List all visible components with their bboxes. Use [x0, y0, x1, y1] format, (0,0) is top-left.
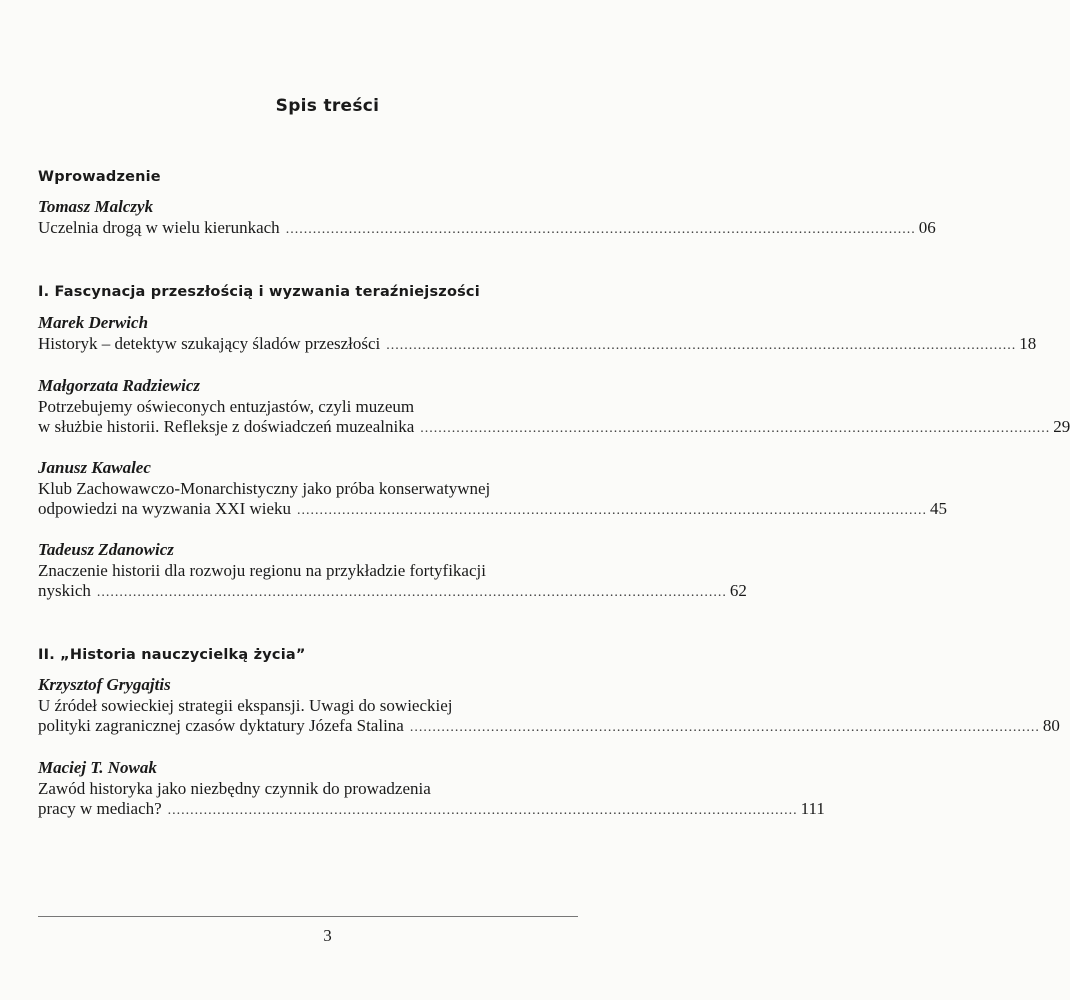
- toc-entry: [38, 458, 948, 521]
- entry-page-number: 80: [1042, 716, 1060, 735]
- toc-entry: [38, 376, 1070, 439]
- toc-entry: [38, 197, 936, 240]
- entry-page-number: 06: [918, 218, 936, 237]
- entry-author: Krzysztof Grygajtis: [38, 675, 171, 694]
- dot-leader: ............................................................................................................................................: [409, 720, 1040, 735]
- entry-title-line: Historyk – detektyw szukający śladów przeszłości: [38, 334, 381, 353]
- entry-last-line: [38, 716, 1060, 738]
- entry-last-line: [38, 799, 825, 821]
- entry-page-number: 18: [1019, 334, 1037, 353]
- dot-leader: ............................................................................................................................................: [167, 803, 798, 818]
- entry-last-line: [38, 581, 747, 603]
- toc-entry: [38, 540, 747, 603]
- entry-title-line: Znaczenie historii dla rozwoju regionu na przykładzie fortyfikacji: [38, 561, 486, 580]
- entry-title-line: pracy w mediach?: [38, 799, 162, 818]
- entry-title-line: Zawód historyka jako niezbędny czynnik do prowadzenia: [38, 779, 431, 798]
- entry-author: Tadeusz Zdanowicz: [38, 540, 174, 559]
- entry-page-number: 111: [800, 799, 825, 818]
- footer-divider: [38, 916, 578, 917]
- section-heading: Wprowadzenie: [38, 169, 161, 185]
- toc-entry: [38, 313, 1037, 356]
- dot-leader: ............................................................................................................................................: [420, 421, 1051, 436]
- dot-leader: ............................................................................................................................................: [285, 222, 916, 237]
- page-number: 3: [323, 926, 332, 945]
- entry-author: Małgorzata Radziewicz: [38, 376, 200, 395]
- entry-title-line: Uczelnia drogą w wielu kierunkach: [38, 218, 280, 237]
- entry-author: Marek Derwich: [38, 313, 149, 332]
- section-heading: II. „Historia nauczycielką życia”: [38, 647, 306, 663]
- entry-title-line: U źródeł sowieckiej strategii ekspansji. Uwagi do sowieckiej: [38, 696, 453, 715]
- entry-author: Maciej T. Nowak: [38, 758, 157, 777]
- entry-page-number: 29: [1053, 417, 1070, 436]
- entry-title-line: Potrzebujemy oświeconych entuzjastów, czyli muzeum: [38, 397, 415, 416]
- entry-title-line: nyskich: [38, 581, 91, 600]
- entry-title-line: odpowiedzi na wyzwania XXI wieku: [38, 499, 292, 518]
- entry-author: Tomasz Malczyk: [38, 197, 154, 216]
- toc-entry: [38, 675, 1060, 738]
- entry-author: Janusz Kawalec: [38, 458, 151, 477]
- page-title: Spis treści: [275, 96, 380, 116]
- dot-leader: ............................................................................................................................................: [96, 585, 727, 600]
- entry-last-line: [38, 218, 936, 240]
- entry-last-line: [38, 417, 1070, 439]
- toc-entry: [38, 758, 825, 821]
- entry-last-line: [38, 499, 948, 521]
- dot-leader: ............................................................................................................................................: [297, 503, 928, 518]
- entry-page-number: 45: [930, 499, 948, 518]
- dot-leader: ............................................................................................................................................: [386, 338, 1017, 353]
- section-heading: I. Fascynacja przeszłością i wyzwania teraźniejszości: [38, 284, 480, 300]
- entry-title-line: polityki zagranicznej czasów dyktatury Józefa Stalina: [38, 716, 404, 735]
- entry-title-line: Klub Zachowawczo-Monarchistyczny jako próba konserwatywnej: [38, 479, 491, 498]
- entry-last-line: [38, 334, 1037, 356]
- entry-title-line: w służbie historii. Refleksje z doświadczeń muzealnika: [38, 417, 415, 436]
- entry-page-number: 62: [729, 581, 747, 600]
